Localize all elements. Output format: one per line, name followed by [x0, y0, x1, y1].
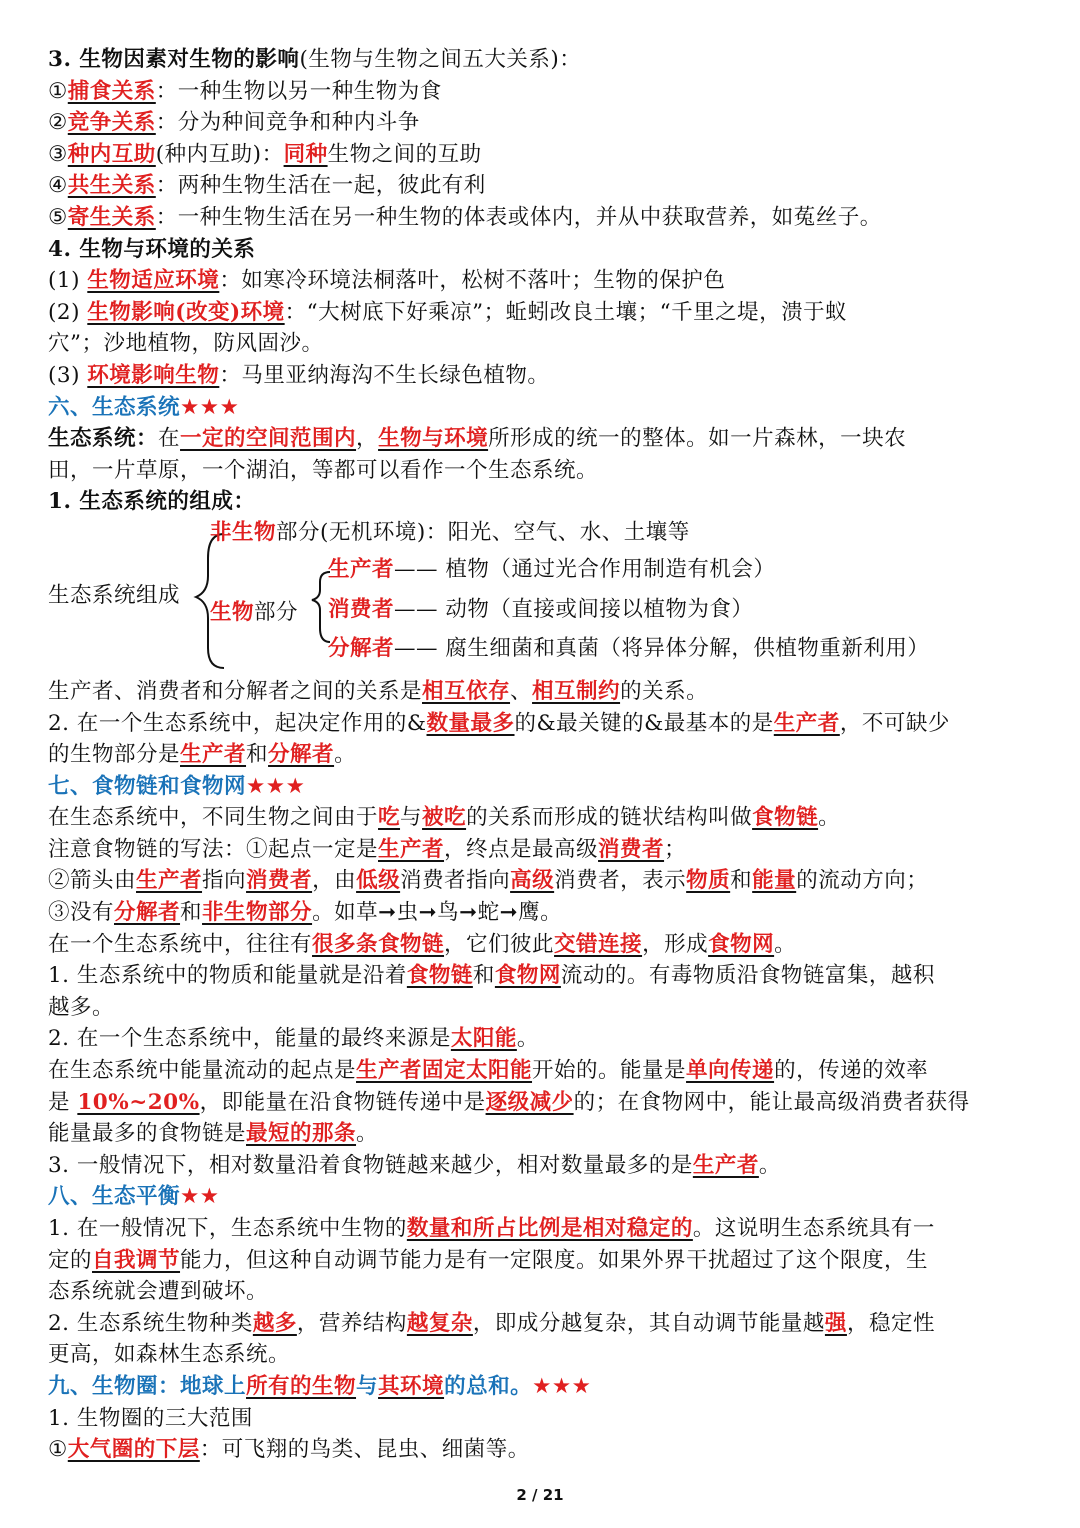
text-line — [48, 107, 1038, 139]
key-term: 一定的空间范围内 — [180, 426, 357, 452]
text-line — [48, 1118, 1038, 1150]
key-term: 生物影响(改变)环境 — [87, 299, 285, 325]
text-segment: ，它们彼此 — [444, 931, 555, 957]
text-segment: 和 — [472, 963, 495, 989]
text-segment: 2. 生态系统生物种类 — [48, 1310, 253, 1336]
text-line — [48, 960, 1038, 992]
text-line — [48, 1181, 1038, 1213]
key-term: 种内互助 — [67, 141, 156, 167]
text-line — [48, 708, 1038, 740]
page-number: 2 / 21 — [516, 1486, 564, 1504]
text-segment: 。 — [334, 742, 357, 768]
text-segment: 能量最多的食物链是 — [48, 1121, 247, 1147]
key-term: 生产者固定太阳能 — [356, 1058, 533, 1084]
key-term: 生物与环境 — [378, 426, 489, 452]
text-segment: 的关系而形成的链状结构叫做 — [466, 805, 753, 831]
text-line — [48, 1339, 1038, 1371]
key-term: 自我调节 — [92, 1247, 181, 1273]
text-segment: 指向 — [202, 868, 247, 894]
text-line — [48, 170, 1038, 202]
tree-producer: 生产者—— 植物（通过光合作用制造有机会） — [328, 556, 776, 582]
text-segment: 注意食物链的写法：①起点一定是 — [48, 836, 379, 862]
text-segment: 。这说明生态系统具有一 — [692, 1216, 935, 1241]
key-term: 生物适应环境 — [87, 268, 220, 294]
text-segment: (种内互助)： — [155, 141, 284, 167]
text-segment: 和 — [180, 900, 203, 926]
text-segment: 在一个生态系统中，往往有 — [48, 931, 313, 957]
text-segment: 和 — [246, 742, 269, 768]
text-segment: 3. 生物因素对生物的影响 — [48, 47, 300, 72]
key-term: 相互依存 — [422, 678, 511, 704]
text-segment: 消费者，表示 — [554, 868, 687, 894]
key-term: 食物网 — [708, 931, 775, 957]
text-segment: (2) — [48, 299, 88, 325]
section-heading: 与 — [356, 1373, 379, 1399]
text-line — [48, 1403, 1038, 1435]
key-term: 食物链 — [406, 963, 473, 989]
section-heading: 八、生态平衡 — [48, 1184, 181, 1210]
text-line — [48, 1245, 1038, 1277]
key-term: 交错连接 — [554, 931, 643, 957]
section-heading: 九、生物圈：地球上 — [48, 1373, 247, 1399]
text-segment: ③没有 — [48, 900, 115, 926]
text-segment: 态系统就会遭到破坏。 — [48, 1279, 269, 1305]
text-segment: 。如草➞虫➞鸟➞蛇➞鹰。 — [312, 900, 563, 926]
section-heading: 的总和。 — [444, 1373, 533, 1399]
text-segment: 2. 在一个生态系统中，起决定作用的& — [48, 710, 427, 736]
text-line — [48, 234, 1038, 266]
text-segment: ③ — [48, 141, 68, 167]
text-segment: 田，一片草原，一个湖泊，等都可以看作一个生态系统。 — [48, 457, 599, 483]
text-line — [48, 139, 1038, 171]
key-term: 能量 — [752, 868, 797, 894]
key-term: 所有的生物 — [246, 1373, 357, 1399]
key-term: 吃 — [378, 805, 401, 831]
key-term: 高级 — [510, 868, 555, 894]
text-segment: 开始的。能量是 — [532, 1058, 687, 1084]
text-line — [48, 1055, 1038, 1087]
text-segment: 能力，但这种自动调节能力是有一定限度。如果外界干扰超过了这个限度，生 — [180, 1247, 929, 1273]
text-segment: ：如寒冷环境法桐落叶，松树不落叶；生物的保护色 — [219, 268, 726, 294]
text-segment: ，形成 — [642, 931, 709, 957]
text-segment: 是 — [48, 1089, 78, 1115]
text-segment: 的关系。 — [620, 678, 709, 704]
key-term: 生产者 — [180, 742, 247, 768]
text-segment: (3) — [48, 362, 88, 388]
key-term: 生产者 — [692, 1152, 759, 1178]
text-segment: 和 — [730, 868, 753, 894]
star-rating: ★★★ — [532, 1373, 592, 1399]
text-segment: 生态系统： — [48, 426, 159, 452]
text-segment: ， — [356, 426, 379, 452]
text-segment: (1) — [48, 268, 88, 294]
text-line — [48, 1308, 1038, 1340]
key-term: 分解者 — [268, 742, 335, 768]
key-term: 被吃 — [422, 805, 467, 831]
text-segment: ； — [664, 836, 687, 862]
ecosystem-composition-diagram — [48, 518, 1038, 676]
text-segment: ⑤ — [48, 204, 68, 230]
text-segment: ，稳定性 — [846, 1310, 935, 1336]
text-segment: 在生态系统中，不同生物之间由于 — [48, 805, 379, 831]
text-line — [48, 1434, 1038, 1466]
key-term: 低级 — [356, 868, 401, 894]
text-line — [48, 802, 1038, 834]
text-segment: 。 — [356, 1121, 379, 1147]
tree-biotic: 生物部分 — [210, 599, 299, 625]
text-segment: 2. 在一个生态系统中，能量的最终来源是 — [48, 1026, 451, 1052]
text-segment: 4. 生物与环境的关系 — [48, 236, 256, 262]
text-line — [48, 423, 1038, 455]
text-segment: 在 — [158, 426, 181, 452]
text-line — [48, 202, 1038, 234]
key-term: 太阳能 — [450, 1026, 517, 1052]
text-segment: ④ — [48, 173, 68, 199]
text-segment: 。 — [516, 1026, 539, 1052]
text-segment: ：两种生物生活在一起，彼此有利 — [155, 173, 486, 199]
key-term: 单向传递 — [686, 1058, 775, 1084]
text-segment: ：马里亚纳海沟不生长绿色植物。 — [219, 362, 550, 388]
key-term: 越复杂 — [406, 1310, 473, 1336]
text-segment: 。 — [758, 1152, 781, 1178]
key-term: 食物网 — [494, 963, 561, 989]
text-segment: 流动的。有毒物质沿食物链富集，越积 — [560, 963, 935, 989]
tree-abiotic: 非生物部分(无机环境)：阳光、空气、水、土壤等 — [210, 519, 690, 545]
text-segment: 定的 — [48, 1247, 93, 1273]
key-term: 食物链 — [752, 805, 819, 831]
text-line — [48, 328, 1038, 360]
tree-consumer: 消费者—— 动物（直接或间接以植物为食） — [328, 596, 754, 622]
text-segment: (生物与生物之间五大关系)： — [299, 47, 582, 72]
tree-root: 生态系统组成 — [48, 582, 181, 608]
text-segment: 。 — [774, 931, 797, 957]
key-term: 最短的那条 — [246, 1121, 357, 1147]
text-segment: 。 — [818, 805, 841, 831]
text-segment: ：“大树底下好乘凉”；蚯蚓改良土壤；“千里之堤，溃于蚁 — [284, 299, 848, 325]
key-term: 环境影响生物 — [87, 362, 220, 388]
text-line — [48, 771, 1038, 803]
key-term: 寄生关系 — [67, 204, 156, 230]
key-term: 非生物部分 — [202, 900, 313, 926]
text-line — [48, 897, 1038, 929]
text-segment: 消费者指向 — [400, 868, 511, 894]
text-line — [48, 392, 1038, 424]
key-term: 数量最多 — [426, 710, 515, 736]
text-line — [48, 297, 1038, 329]
text-line — [48, 76, 1038, 108]
text-segment: 的，传递的效率 — [774, 1058, 929, 1084]
text-segment: ，由 — [312, 868, 357, 894]
text-segment: ②箭头由 — [48, 868, 137, 894]
text-line — [48, 992, 1038, 1024]
text-segment: 生产者、消费者和分解者之间的关系是 — [48, 678, 423, 704]
key-term: 生产者 — [378, 836, 445, 862]
text-segment: 1. 生态系统的组成： — [48, 489, 256, 515]
text-line — [48, 1276, 1038, 1308]
text-segment: ② — [48, 110, 68, 136]
text-segment: ，终点是最高级 — [444, 836, 599, 862]
star-rating: ★★★ — [180, 394, 240, 420]
key-term: 分解者 — [114, 900, 181, 926]
text-line — [48, 1213, 1038, 1245]
text-segment: 的流动方向； — [796, 868, 929, 894]
key-term: 10%~20% — [77, 1089, 200, 1115]
text-segment: 的&最关键的&最基本的是 — [514, 710, 774, 736]
text-segment: ：一种生物以另一种生物为食 — [155, 78, 442, 104]
star-rating: ★★ — [180, 1184, 220, 1210]
text-segment: 的；在食物网中，能让最高级消费者获得 — [573, 1089, 970, 1115]
key-term: 其环境 — [378, 1373, 445, 1399]
key-term: 物质 — [686, 868, 731, 894]
text-line — [48, 865, 1038, 897]
text-line — [48, 1371, 1038, 1403]
section-heading: 七、食物链和食物网 — [48, 773, 247, 799]
text-segment: 1. 生态系统中的物质和能量就是沿着 — [48, 963, 407, 989]
text-line — [48, 486, 1038, 518]
text-segment: ① — [48, 1437, 68, 1463]
key-term: 相互制约 — [532, 678, 621, 704]
text-segment: ：可飞翔的鸟类、昆虫、细菌等。 — [199, 1437, 530, 1463]
text-line — [48, 1087, 1038, 1119]
key-term: 数量和所占比例是相对稳定的 — [406, 1216, 693, 1241]
text-segment: 穴”；沙地植物，防风固沙。 — [48, 331, 324, 357]
text-line — [48, 1023, 1038, 1055]
key-term: 越多 — [252, 1310, 297, 1336]
text-segment: ，即能量在沿食物链传递中是 — [199, 1089, 486, 1115]
text-segment: 更高，如森林生态系统。 — [48, 1342, 291, 1368]
star-rating: ★★★ — [246, 773, 306, 799]
key-term: 消费者 — [598, 836, 665, 862]
text-segment: 在生态系统中能量流动的起点是 — [48, 1058, 357, 1084]
text-segment: 1. 生物圈的三大范围 — [48, 1405, 253, 1431]
key-term: 强 — [824, 1310, 847, 1336]
text-segment: 与 — [400, 805, 423, 831]
text-line — [48, 455, 1038, 487]
text-segment: ，营养结构 — [296, 1310, 407, 1336]
key-term: 生产者 — [773, 710, 840, 736]
text-line — [48, 265, 1038, 297]
text-segment: 的生物部分是 — [48, 742, 181, 768]
key-term: 很多条食物链 — [312, 931, 445, 957]
text-line — [48, 834, 1038, 866]
text-segment: ① — [48, 78, 68, 104]
text-line — [48, 360, 1038, 392]
key-term: 共生关系 — [67, 173, 156, 199]
key-term: 竞争关系 — [67, 110, 156, 136]
key-term: 捕食关系 — [67, 78, 156, 104]
key-term: 逐级减少 — [485, 1089, 574, 1115]
text-line — [48, 739, 1038, 771]
text-segment: ：分为种间竞争和种内斗争 — [155, 110, 420, 136]
text-segment: 3. 一般情况下，相对数量沿着食物链越来越少，相对数量最多的是 — [48, 1152, 693, 1178]
tree-decomposer: 分解者—— 腐生细菌和真菌（将异体分解，供植物重新利用） — [328, 635, 930, 661]
text-line — [48, 1150, 1038, 1182]
key-term: 消费者 — [246, 868, 313, 894]
key-term: 大气圈的下层 — [67, 1437, 200, 1463]
key-term: 生产者 — [136, 868, 203, 894]
text-segment: 、 — [510, 678, 533, 704]
text-line — [48, 676, 1038, 708]
text-line — [48, 44, 1038, 76]
text-segment: 越多。 — [48, 994, 115, 1020]
text-line — [48, 929, 1038, 961]
text-segment: ，不可缺少 — [839, 710, 950, 736]
text-segment: ，即成分越复杂，其自动调节能量越 — [472, 1310, 825, 1336]
text-segment: 生物之间的互助 — [327, 141, 482, 167]
document-body — [48, 44, 1038, 1466]
section-heading: 六、生态系统 — [48, 394, 181, 420]
text-segment: 1. 在一般情况下，生态系统中生物的 — [48, 1216, 407, 1241]
text-segment: ：一种生物生活在另一种生物的体表或体内，并从中获取营养，如菟丝子。 — [155, 204, 882, 230]
text-segment: 所形成的统一的整体。如一片森林，一块农 — [488, 426, 907, 452]
key-term: 同种 — [283, 141, 328, 167]
